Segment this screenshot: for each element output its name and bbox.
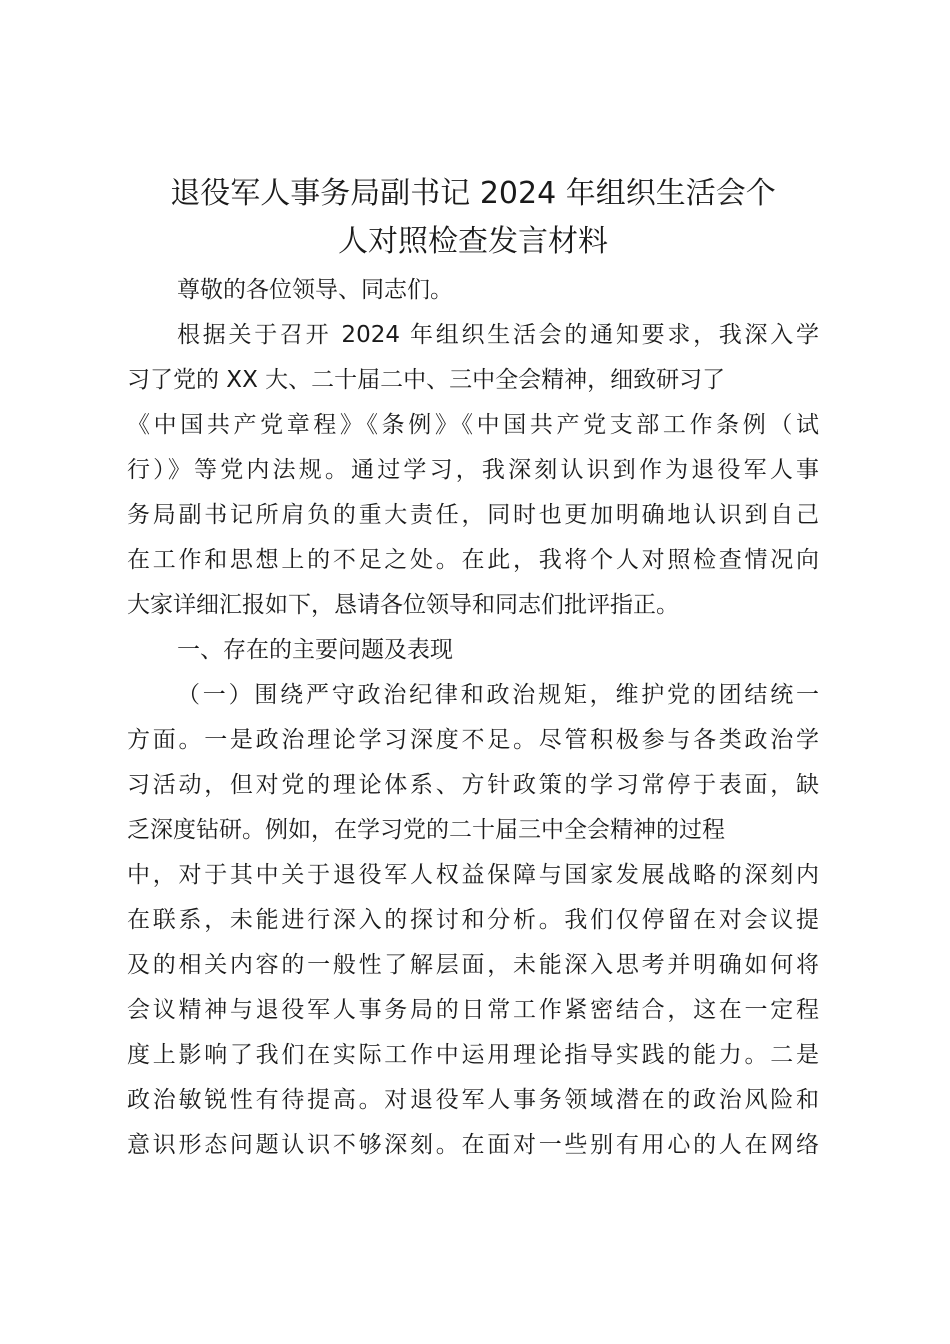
section-heading-text: 一、存在的主要问题及表现 (177, 637, 453, 663)
greeting (127, 268, 819, 313)
text-line: 《中国共产党章程》《条例》《中国共产党支部工作条例（试 (127, 412, 819, 438)
text-line: 度上影响了我们在实际工作中运用理论指导实践的能力。二是 (127, 1042, 819, 1068)
text-line: 根据关于召开 2024 年组织生活会的通知要求，我深入学 (177, 322, 819, 348)
title-line: 退役军人事务局副书记 2024 年组织生活会个 (170, 176, 776, 211)
document-page (127, 170, 819, 1168)
text-line: 会议精神与退役军人事务局的日常工作紧密结合，这在一定程 (127, 997, 819, 1023)
text-line: 政治敏锐性有待提高。对退役军人事务领域潜在的政治风险和 (127, 1087, 819, 1113)
text-line: 中，对于其中关于退役军人权益保障与国家发展战略的深刻内 (127, 862, 819, 888)
text-line: （一）围绕严守政治纪律和政治规矩，维护党的团结统一 (177, 682, 819, 708)
greeting-text: 尊敬的各位领导、同志们。 (177, 277, 453, 303)
text-line: 在联系，未能进行深入的探讨和分析。我们仅停留在对会议提 (127, 907, 819, 933)
text-line: 行）》等党内法规。通过学习，我深刻认识到作为退役军人事 (127, 457, 819, 483)
text-line: 及的相关内容的一般性了解层面，未能深入思考并明确如何将 (127, 952, 819, 978)
text-line: 意识形态问题认识不够深刻。在面对一些别有用心的人在网络 (127, 1132, 819, 1158)
paragraph-intro (127, 313, 819, 628)
text-line: 习了党的 XX 大、二十届二中、三中全会精神，细致研习了 (127, 367, 726, 393)
text-line: 大家详细汇报如下，恳请各位领导和同志们批评指正。 (127, 592, 679, 618)
text-line: 乏深度钻研。例如，在学习党的二十届三中全会精神的过程 (127, 817, 725, 843)
text-line: 方面。一是政治理论学习深度不足。尽管积极参与各类政治学 (127, 727, 819, 753)
section-heading (127, 628, 819, 673)
document-title (127, 170, 819, 266)
text-line: 务局副书记所肩负的重大责任，同时也更加明确地认识到自己 (127, 502, 819, 528)
document-body (127, 268, 819, 1168)
text-line: 习活动，但对党的理论体系、方针政策的学习常停于表面，缺 (127, 772, 819, 798)
paragraph-section-1 (127, 673, 819, 1168)
title-line: 人对照检查发言材料 (338, 224, 608, 259)
text-line: 在工作和思想上的不足之处。在此，我将个人对照检查情况向 (127, 547, 819, 573)
